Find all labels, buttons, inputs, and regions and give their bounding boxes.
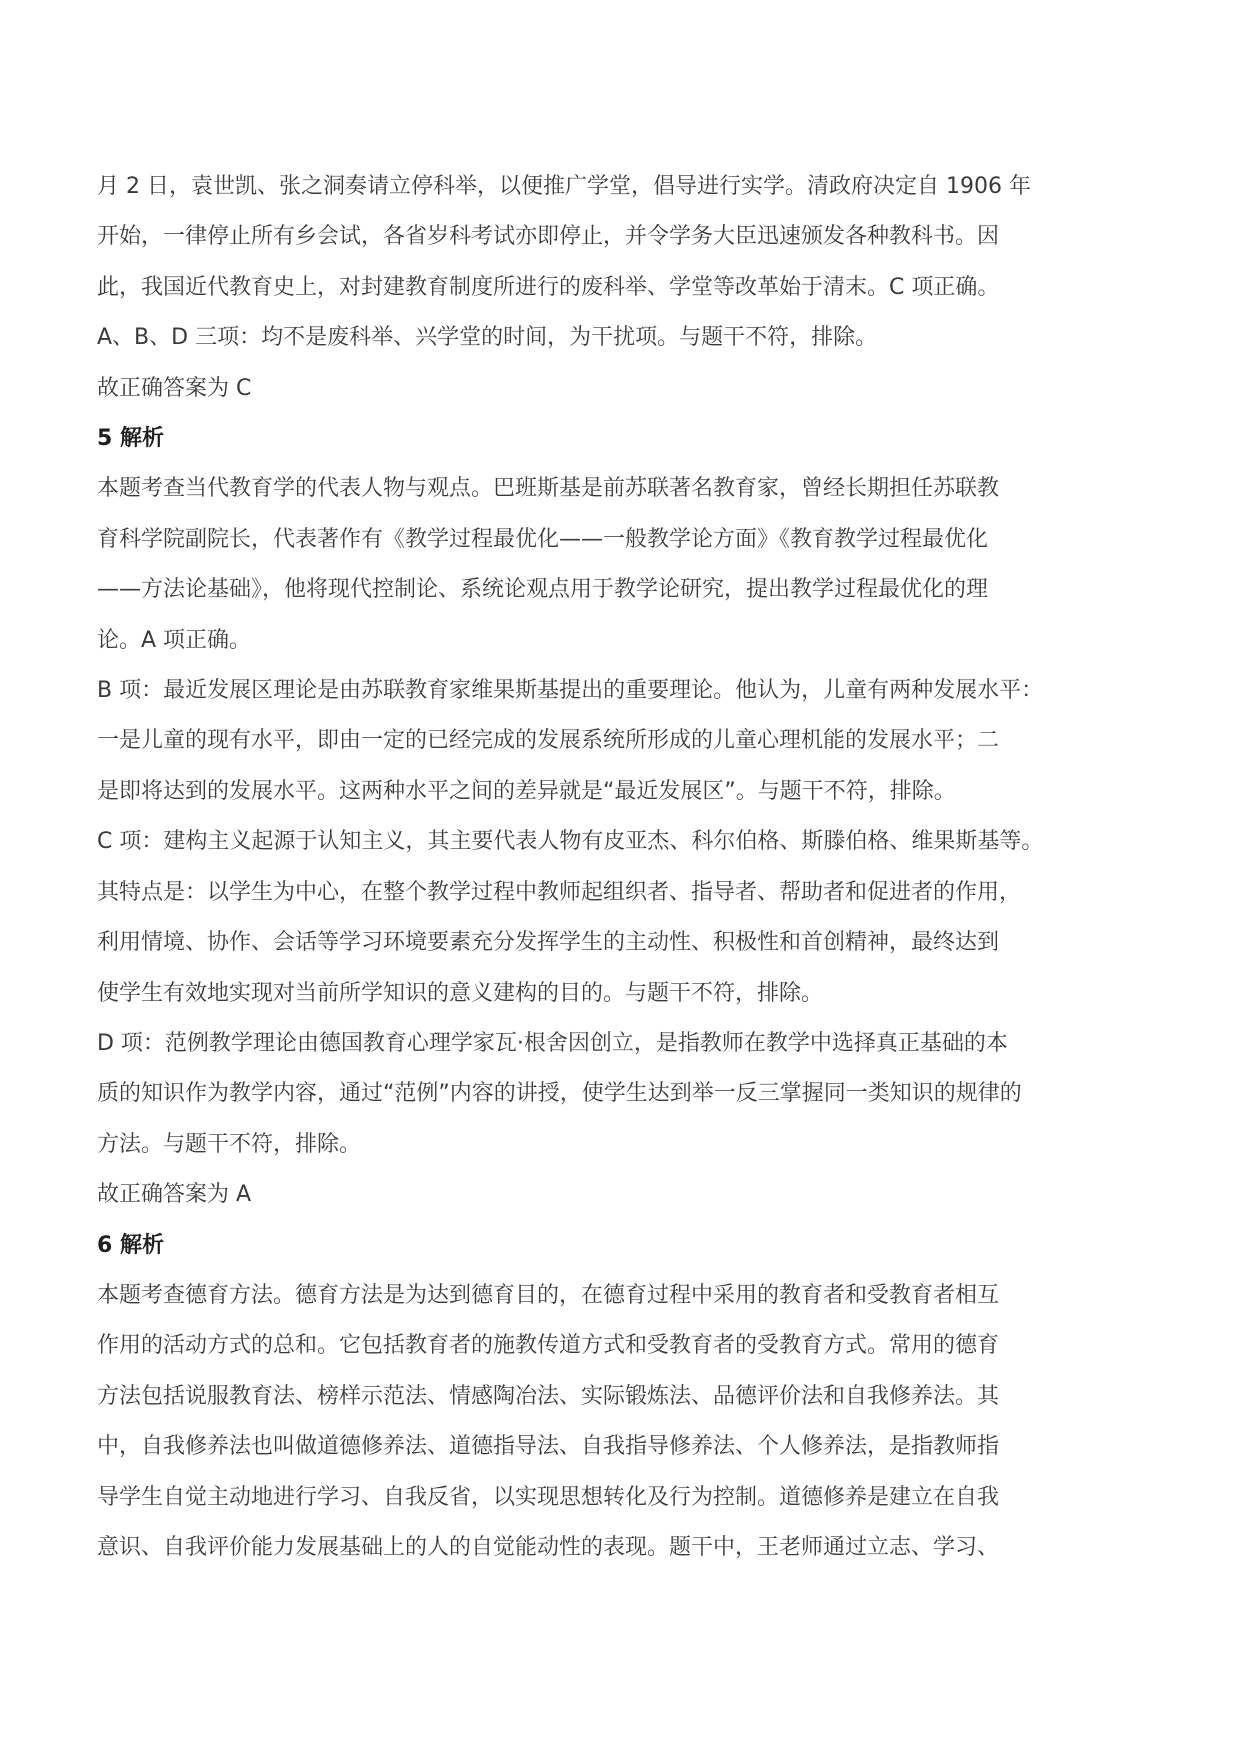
paragraph-option-d [97, 1019, 1167, 1170]
section-heading-6 [97, 1221, 1167, 1271]
text-line: 使学生有效地实现对当前所学知识的意义建构的目的。与题干不符，排除。 [97, 980, 824, 1006]
text-line: C 项：建构主义起源于认知主义，其主要代表人物有皮亚杰、科尔伯格、斯滕伯格、维果斯基等。 [97, 829, 1044, 855]
text-line: 意识、自我评价能力发展基础上的人的自觉能动性的表现。题干中，王老师通过立志、学习、 [97, 1534, 1000, 1560]
answer-line-4 [97, 364, 1167, 414]
paragraph-moral-education [97, 1271, 1167, 1573]
heading-text: 6 解析 [97, 1232, 164, 1258]
text-line: 其特点是：以学生为中心，在整个教学过程中教师起组织者、指导者、帮助者和促进者的作用， [97, 879, 1022, 905]
text-line: A、B、D 三项：均不是废科举、兴学堂的时间，为干扰项。与题干不符，排除。 [97, 325, 878, 351]
text-line: 方法包括说服教育法、榜样示范法、情感陶冶法、实际锻炼法、品德评价法和自我修养法。其 [97, 1383, 1000, 1409]
text-line: ——方法论基础》，他将现代控制论、系统论观点用于教学论研究，提出教学过程最优化的理 [97, 577, 989, 603]
paragraph-abd-options [97, 313, 1167, 363]
answer-text: 故正确答案为 C [97, 375, 252, 401]
text-line: 育科学院副院长，代表著作有《教学过程最优化——一般教学论方面》《教育教学过程最优化 [97, 526, 989, 552]
text-line: 论。A 项正确。 [97, 627, 252, 653]
text-line: 一是儿童的现有水平，即由一定的已经完成的发展系统所形成的儿童心理机能的发展水平；二 [97, 728, 1000, 754]
text-line: 本题考查当代教育学的代表人物与观点。巴班斯基是前苏联著名教育家，曾经长期担任苏联教 [97, 476, 1000, 502]
paragraph-babansky [97, 464, 1167, 666]
text-line: D 项：范例教学理论由德国教育心理学家瓦·根舍因创立，是指教师在教学中选择真正基础的本 [97, 1030, 1008, 1056]
text-line: 此，我国近代教育史上，对封建教育制度所进行的废科举、学堂等改革始于清末。C 项正确。 [97, 274, 1000, 300]
heading-text: 5 解析 [97, 426, 164, 452]
text-line: 利用情境、协作、会话等学习环境要素充分发挥学生的主动性、积极性和首创精神，最终达到 [97, 930, 1000, 956]
text-line: 月 2 日，袁世凯、张之洞奏请立停科举，以便推广学堂，倡导进行实学。清政府决定自 1906 年 [97, 174, 1031, 199]
paragraph-qing-reform [97, 162, 1167, 313]
answer-line-5 [97, 1170, 1167, 1220]
text-line: 方法。与题干不符，排除。 [97, 1131, 362, 1157]
text-line: 开始，一律停止所有乡会试，各省岁科考试亦即停止，并令学务大臣迅速颁发各种教科书。因 [97, 224, 1000, 250]
paragraph-option-c [97, 817, 1167, 1019]
text-line: 中，自我修养法也叫做道德修养法、道德指导法、自我指导修养法、个人修养法，是指教师指 [97, 1434, 1000, 1460]
text-line: 作用的活动方式的总和。它包括教育者的施教传道方式和受教育者的受教育方式。常用的德育 [97, 1333, 1000, 1359]
section-heading-5 [97, 414, 1167, 464]
text-line: B 项：最近发展区理论是由苏联教育家维果斯基提出的重要理论。他认为，儿童有两种发展水平： [97, 678, 1044, 704]
document-body [97, 162, 1167, 1573]
answer-text: 故正确答案为 A [97, 1182, 252, 1208]
text-line: 是即将达到的发展水平。这两种水平之间的差异就是“最近发展区”。与题干不符，排除。 [97, 778, 956, 804]
paragraph-option-b [97, 666, 1167, 817]
text-line: 导学生自觉主动地进行学习、自我反省，以实现思想转化及行为控制。道德修养是建立在自我 [97, 1484, 1000, 1510]
text-line: 本题考查德育方法。德育方法是为达到德育目的，在德育过程中采用的教育者和受教育者相互 [97, 1282, 1000, 1308]
text-line: 质的知识作为教学内容，通过“范例”内容的讲授，使学生达到举一反三掌握同一类知识的规律的 [97, 1081, 1022, 1107]
